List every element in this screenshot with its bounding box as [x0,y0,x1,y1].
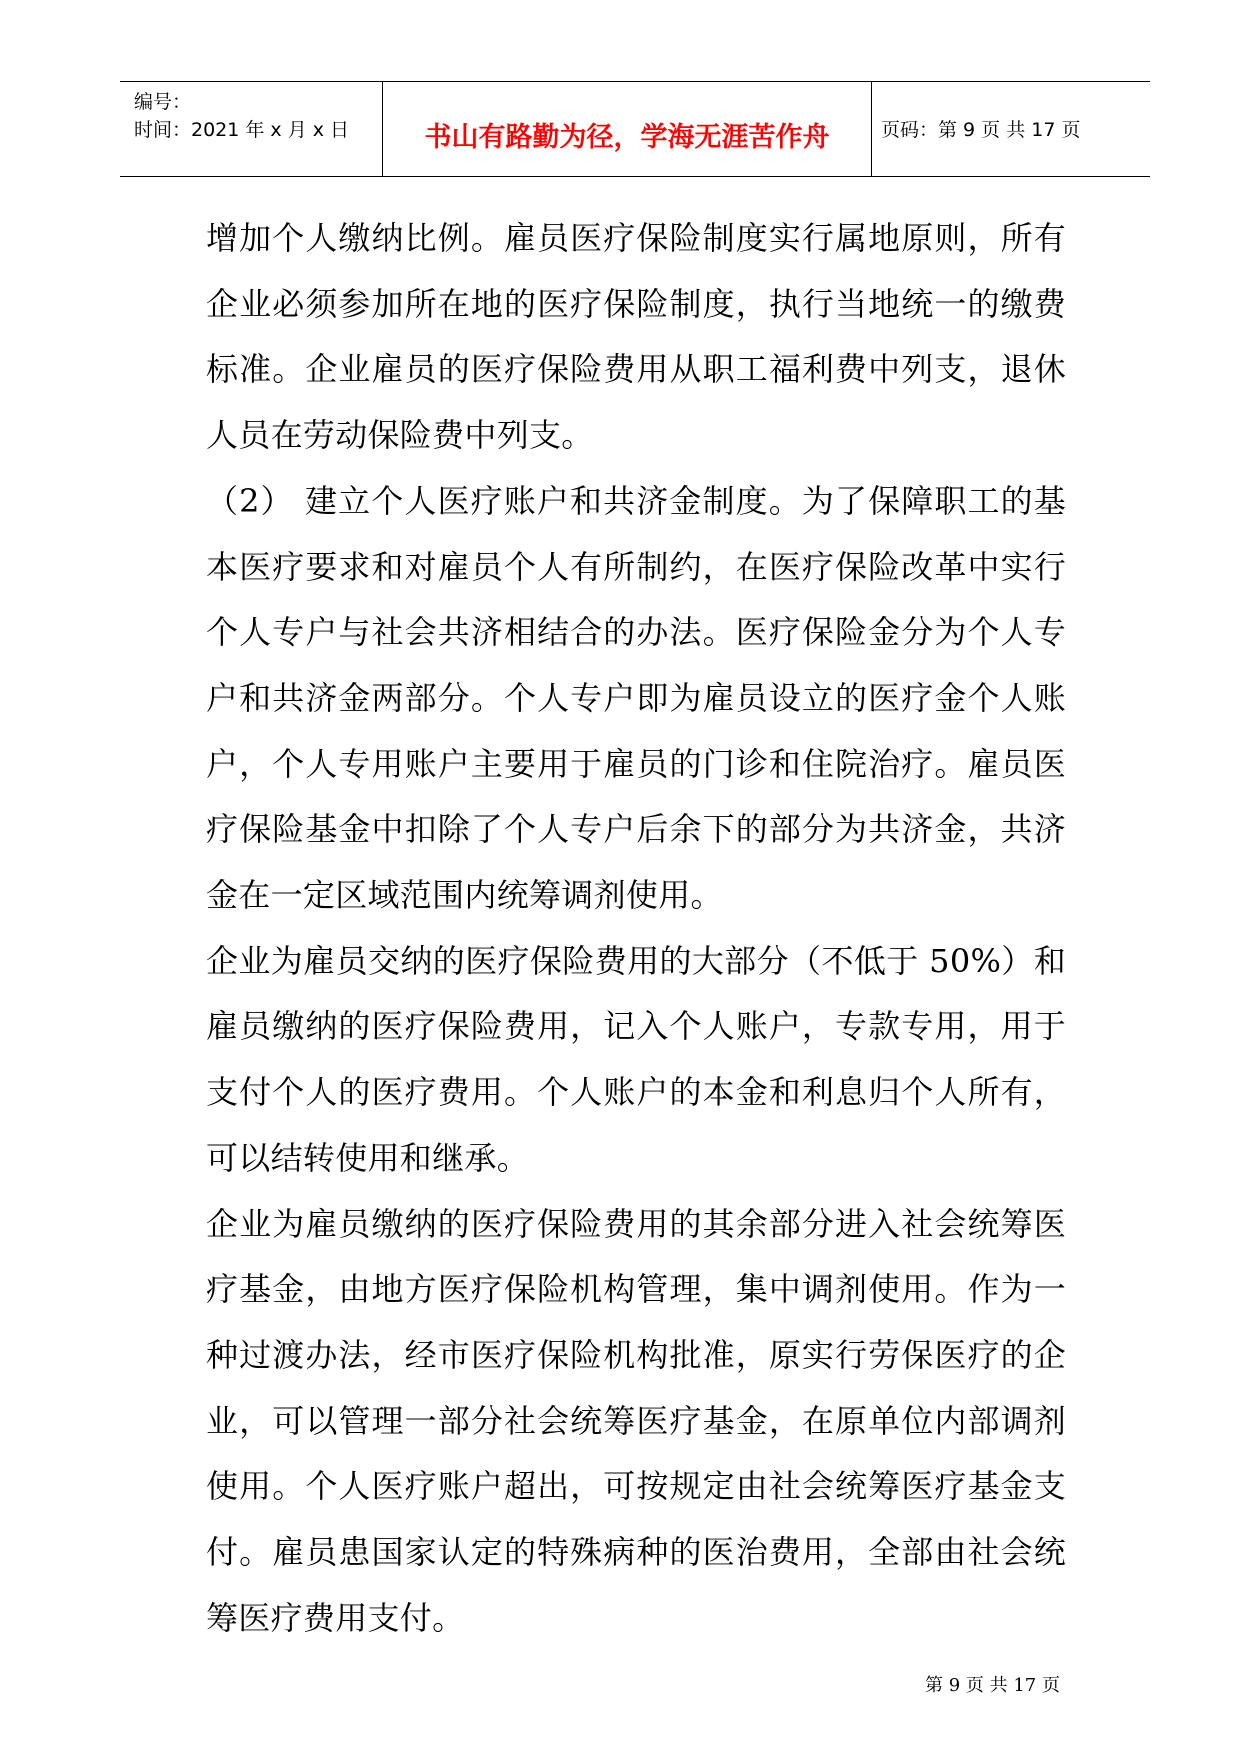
body-paragraph: 增加个人缴纳比例。雇员医疗保险制度实行属地原则，所有企业必须参加所在地的医疗保险制度，执行当地统一的缴费标准。企业雇员的医疗保险费用从职工福利费中列支，退休人员在劳动保险费中列支。 [206,219,1066,455]
document-number-label: 编号： [134,91,192,113]
header-page-number: 页码：第 9 页 共 17 页 [881,119,1081,141]
page-footer-number: 第 9 页 共 17 页 [925,1675,1060,1696]
header-page-cell [871,82,1150,176]
document-time-label: 时间：2021 年 x 月 x 日 [134,119,350,141]
header-motto-cell [382,82,872,176]
body-paragraph: 企业为雇员交纳的医疗保险费用的大部分（不低于 50%）和雇员缴纳的医疗保险费用，记入个人账户，专款专用，用于支付个人的医疗费用。个人账户的本金和利息归个人所有，可以结转使用和继承。 [206,941,1066,1177]
body-paragraph: （2） 建立个人医疗账户和共济金制度。为了保障职工的基本医疗要求和对雇员个人有所制约，在医疗保险改革中实行个人专户与社会共济相结合的办法。医疗保险金分为个人专户和共济金两部分。个人专户即为雇员设立的医疗金个人账户，个人专用账户主要用于雇员的门诊和住院治疗。雇员医疗保险基金中扣除了个人专户后余下的部分为共济金，共济金在一定区域范围内统筹调剂使用。 [206,481,1066,915]
page-header [120,81,1150,177]
header-meta-cell [120,82,382,176]
document-body [206,206,1066,1651]
body-paragraph: 企业为雇员缴纳的医疗保险费用的其余部分进入社会统筹医疗基金，由地方医疗保险机构管理，集中调剂使用。作为一种过渡办法，经市医疗保险机构批准，原实行劳保医疗的企业，可以管理一部分社会统筹医疗基金，在原单位内部调剂使用。个人医疗账户超出，可按规定由社会统筹医疗基金支付。雇员患国家认定的特殊病种的医治费用，全部由社会统筹医疗费用支付。 [206,1204,1066,1637]
header-motto: 书山有路勤为径，学海无涯苦作舟 [424,122,830,153]
